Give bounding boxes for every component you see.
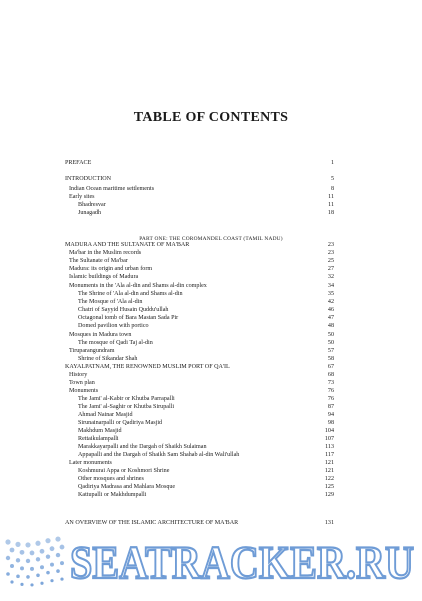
toc-entry-page: 125 — [324, 484, 334, 490]
toc-entry-title: Sirunainarpalli or Qadiriya Masjid — [78, 420, 163, 426]
toc-entry-title: Later monuments — [69, 460, 112, 466]
toc-entry-title: AN OVERVIEW OF THE ISLAMIC ARCHITECTURE OF MA'BAR — [65, 520, 239, 526]
watermark-text: SEATRACKER.RU — [70, 537, 414, 589]
watermark-dots-icon — [5, 536, 64, 586]
toc-entry-page: 47 — [327, 315, 334, 321]
toc-entry-page: 131 — [324, 520, 334, 526]
toc-entry-title: The Mosque of 'Ala al-din — [78, 299, 143, 305]
toc-entry-title: Early sites — [69, 194, 95, 200]
toc-entry-title: Madura: its origin and urban form — [69, 266, 153, 272]
toc-entry-title: Qadiriya Madrasa and Mahlara Mosque — [78, 484, 176, 490]
toc-entry-title: Junagadh — [78, 210, 102, 216]
toc-entry-page: 27 — [327, 266, 334, 272]
toc-entry-title: Ahmad Nainar Masjid — [78, 412, 133, 418]
toc-entry-page: 113 — [325, 444, 334, 450]
toc-entry-title: PREFACE — [65, 160, 92, 166]
toc-entry-page: 67 — [327, 364, 334, 370]
toc-entry-page: 87 — [327, 404, 334, 410]
toc-entry-page: 73 — [327, 380, 334, 386]
toc-entry-page: 94 — [327, 412, 334, 418]
toc-entry-title: Town plan — [69, 380, 95, 386]
toc-entry-title: KAYALPATNAM, THE RENOWNED MUSLIM PORT OF QA'IL — [65, 364, 230, 370]
toc-entry-title: Tiruparangundram — [69, 348, 115, 354]
toc-entry-title: Domed pavilion with portico — [78, 323, 149, 329]
toc-entry-page: 32 — [327, 274, 334, 280]
toc-entry-page: 104 — [324, 428, 334, 434]
toc-entry-page: 58 — [327, 356, 334, 362]
toc-entry-title: Shrine of Sikandar Shah — [78, 356, 138, 362]
toc-entry-page: 50 — [327, 332, 334, 338]
toc-entry-page: 42 — [327, 299, 334, 305]
toc-entry-page: 129 — [324, 492, 334, 498]
toc-entry-title: Rettaikulampalli — [78, 436, 119, 442]
toc-entry-page: 11 — [328, 194, 334, 200]
toc-entry-title: The mosque of Qadi Taj al-din — [78, 340, 153, 346]
toc-entry-page: 25 — [327, 258, 334, 264]
toc-entry-page: 23 — [327, 242, 334, 248]
toc-entry-title: Kattupalli or Makhdumpalli — [78, 492, 147, 498]
toc-entry — [0, 209, 422, 218]
toc-entry-title: Other mosques and shrines — [78, 476, 144, 482]
toc-entry-title: The Jami' al-Kabir or Khutba Parrapalli — [78, 396, 175, 402]
toc-entry-page: 5 — [330, 176, 334, 182]
toc-entry-title: Makhdum Masjid — [78, 428, 122, 434]
toc-entry-page: 1 — [330, 160, 334, 166]
toc-entry-page: 50 — [327, 340, 334, 346]
toc-entry-page: 117 — [325, 452, 334, 458]
part-heading: PART ONE: THE COROMANDEL COAST (TAMIL NADU) — [139, 236, 283, 242]
toc-entry-page: 76 — [327, 396, 334, 402]
toc-entry — [0, 491, 422, 500]
toc-entry-title: Marakkayarpalli and the Dargah of Shaikh Sulaiman — [78, 444, 207, 450]
toc-entry-title: The Sultanate of Ma'bar — [69, 258, 128, 264]
toc-entry — [0, 322, 422, 331]
toc-entry-title: History — [69, 372, 88, 378]
toc-entry-title: MADURA AND THE SULTANATE OF MA'BAR — [65, 242, 190, 248]
toc-entry-page: 34 — [327, 283, 334, 289]
toc-entry-title: Monuments — [69, 388, 99, 394]
toc-entry-page: 76 — [327, 388, 334, 394]
toc-entry-page: 46 — [327, 307, 334, 313]
toc-entry-page: 11 — [328, 202, 334, 208]
toc-entry — [0, 175, 422, 184]
toc-entry-page: 35 — [327, 291, 334, 297]
toc-entry-page: 57 — [327, 348, 334, 354]
toc-entry-page: 68 — [327, 372, 334, 378]
toc-entry-title: Islamic buildings of Madura — [69, 274, 139, 280]
toc-entry-title: The Jami' al-Saghir or Khutba Sirupalli — [78, 404, 175, 410]
toc-entry-title: Mosques in Madura town — [69, 332, 132, 338]
toc-entry-page: 121 — [324, 460, 334, 466]
toc-entry-title: Appapalli and the Dargah of Shaikh Sam Shahab al-din Wali'ullah — [78, 452, 240, 458]
toc-entry-title: INTRODUCTION — [65, 176, 112, 182]
toc-entry-page: 98 — [327, 420, 334, 426]
toc-entry-page: 122 — [324, 476, 334, 482]
toc-entry-page: 107 — [324, 436, 334, 442]
toc-entry-title: Ma'bar in the Muslim records — [69, 250, 142, 256]
toc-entry-title: The Shrine of 'Ala al-din and Shams al-din — [78, 291, 183, 297]
toc-entry — [0, 159, 422, 168]
toc-entry-page: 48 — [327, 323, 334, 329]
watermark-logo — [0, 520, 422, 600]
toc-entry-title: Chatri of Sayyid Husain Quddu'ullah — [78, 307, 169, 313]
toc-entry-title: Monuments in the 'Ala al-din and Shams al-din complex — [69, 283, 207, 289]
toc-entry — [0, 273, 422, 282]
toc-entry-page: 18 — [327, 210, 334, 216]
toc-entry-title: Koshmurai Appa or Koshmori Shrine — [78, 468, 170, 474]
toc-entry-page: 8 — [330, 186, 334, 192]
toc-entry-title: Octagonal tomb of Bara Mastan Sada Pir — [78, 315, 179, 321]
toc-entry-page: 121 — [324, 468, 334, 474]
toc-entry-page: 23 — [327, 250, 334, 256]
page-title: TABLE OF CONTENTS — [133, 110, 289, 125]
toc-entry-title: Indian Ocean maritime settlements — [69, 186, 155, 192]
toc-entry-title: Bhadresvar — [78, 202, 106, 208]
